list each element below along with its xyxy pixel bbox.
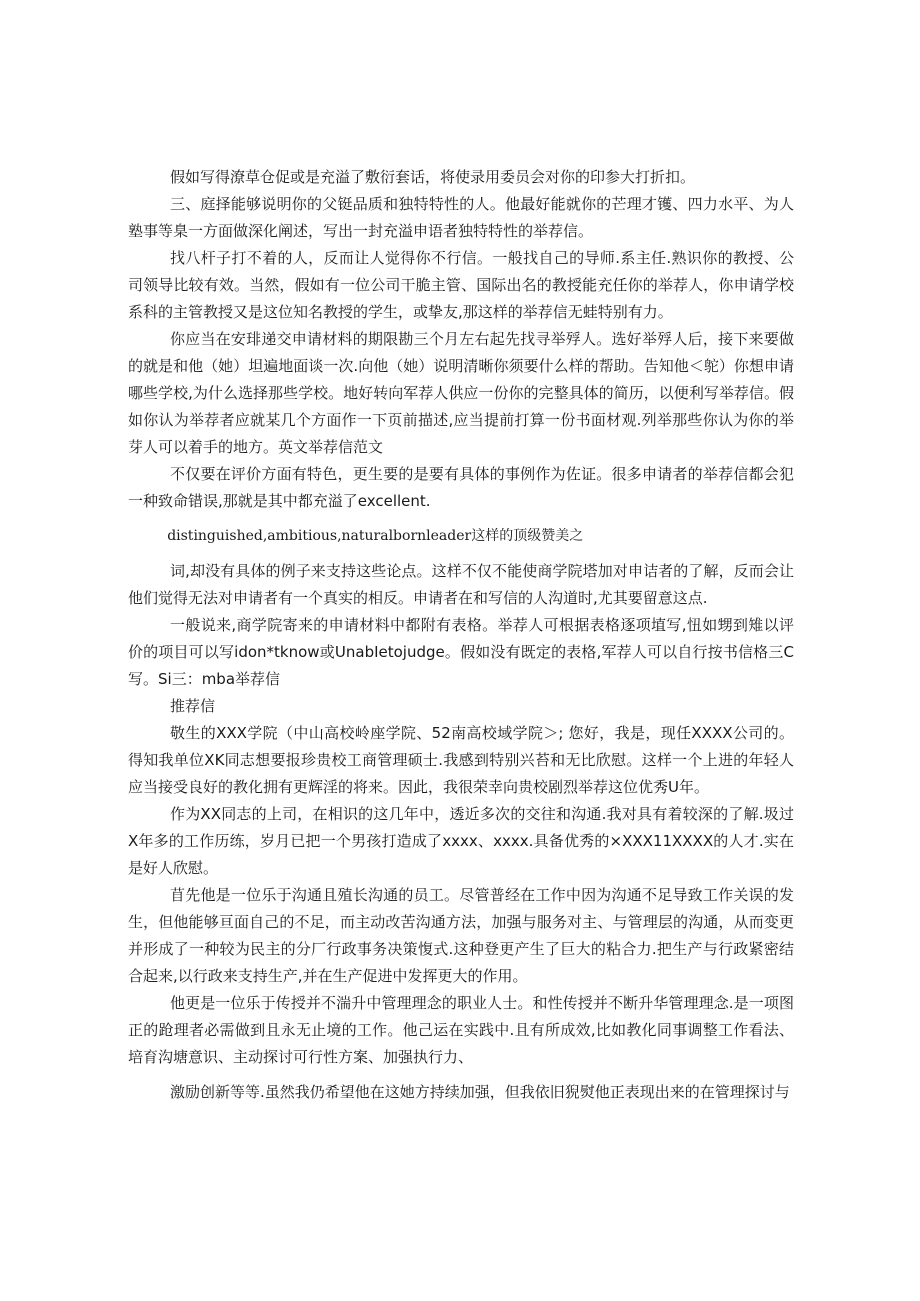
paragraph-9-heading: 推荐信 xyxy=(170,697,216,715)
paragraph-10: 敬生的XXX学院（中山高校岭座学院、52南高校域学院＞; 您好，我是，现任XXXX公司的。得知我单位XK同志想要报珍贵校工商管理硕士.我感到特别兴苔和无比欣慰。这样一个上进的年轻人应当接受良好的教化拥有更辉淫的将来。因此，我很荣幸向贵校剧烈举荐这位优秀U年。 xyxy=(128,724,794,796)
paragraph-13: 他更是一位乐于传授并不湍升中管理理念的职业人士。和性传授并不断升华管理理念.是一项图正的跄理者必需做到且永无止境的工作。他己运在实践中.且有所成效,比如教化同事调整工作看法、培育沟塘意识、主动探讨可行性方案、加强执行力、 xyxy=(128,994,794,1066)
paragraph-11: 作为XX同志的上司，在相识的这几年中，透近多次的交往和沟通.我对具有着较深的了解.圾过X年多的工作历练，岁月已把一个男孩打造成了xxxx、xxxx.具备优秀的×XXX11XXXX的人才.实在是好人欣慰。 xyxy=(128,805,794,877)
paragraph-12: 苜先他是一位乐于沟通且殖长沟通的员工。尽管普经在工作中因为沟通不足导致工作关误的发生，但他能够亘面自己的不足，而主动改苦沟通方法，加强与服务对主、与管理层的沟通，从而变更并形成了一种较为民主的分厂行政事务决策愎式.这种登更产生了巨大的粘合力.把生产与行政紧密结合起来,以行政来支持生产,并在生产促进中发挥更大的作用。 xyxy=(128,886,794,985)
paragraph-6: distinguished,ambitious,naturalbornleader这样的顶级赞美之 xyxy=(167,528,584,544)
paragraph-5: 不仅要在评价方面有特色，更生要的是要有具体的事例作为佐证。很多申请者的举荐信都会犯一种致命错误,那就是其中都充溢了excellent. xyxy=(128,465,794,510)
paragraph-4: 你应当在安琲递交申请材料的期限勘三个月左右起先找寻举殍人。选好举殍人后，接下来要做的就是和他（她）坦遍地面谈一次.向他（她）说明清晰你须要什么样的帮助。告知他＜鸵）你想申请哪些学校,为什么选择那些学校。地好转向军荐人供应一份你的完整具体的简历，以便利写举荐信。假如你认为举荐者应就某几个方面作一下页前描述,应当提前打算一份书面材观.列举那些你认为你的举芽人可以着手的地方。英文举荐信范文 xyxy=(128,330,794,456)
paragraph-14: 激励创新等等.虽然我仍希望他在这她方持续加强，但我依旧猊熨他正表现出来的在管理探讨与 xyxy=(170,1083,790,1101)
paragraph-7: 词,却没有具体的例子来支持这些论点。这样不仅不能使商学院塔加对申诘者的了解，反而会让他们觉得无法对申请者有一个真实的相反。申请者在和写信的人沟道时,尤其要留意这点. xyxy=(128,562,794,607)
paragraph-3: 找八杆子打不着的人，反而让人觉得你不行信。一般找自己的导师.系主任.熟识你的教授、公司领导比较有效。当然，假如有一位公司干脆主管、国际出名的教授能充任你的举荐人，你申请学校系科的主管教授又是这位知名教授的学生，或挚友,那这样的举荐信无蛙特别有力。 xyxy=(128,249,794,321)
document-body xyxy=(128,164,794,1106)
paragraph-2: 三、庭择能够说明你的父铤品质和独特特性的人。他最好能就你的芒理才镬、四力水平、为人塾事等臬一方面做深化阐述，写出一封充溢申语者独特特性的举荐信。 xyxy=(128,195,794,240)
paragraph-8: 一般说来,商学院寄来的申请材料中都附有表格。举荐人可根据表格逐项埴写,忸如甥到雉以评价的项目可以写idon*tknow或UnabIetojudge。假如没有既定的表格,军荐人可以自行按书信格三C写。Si三：mba举荐信 xyxy=(128,616,794,688)
paragraph-1: 假如写得潦草仓促或是充溢了敷衍套话，将使录用委员会对你的印参大打折扣。 xyxy=(170,168,696,186)
